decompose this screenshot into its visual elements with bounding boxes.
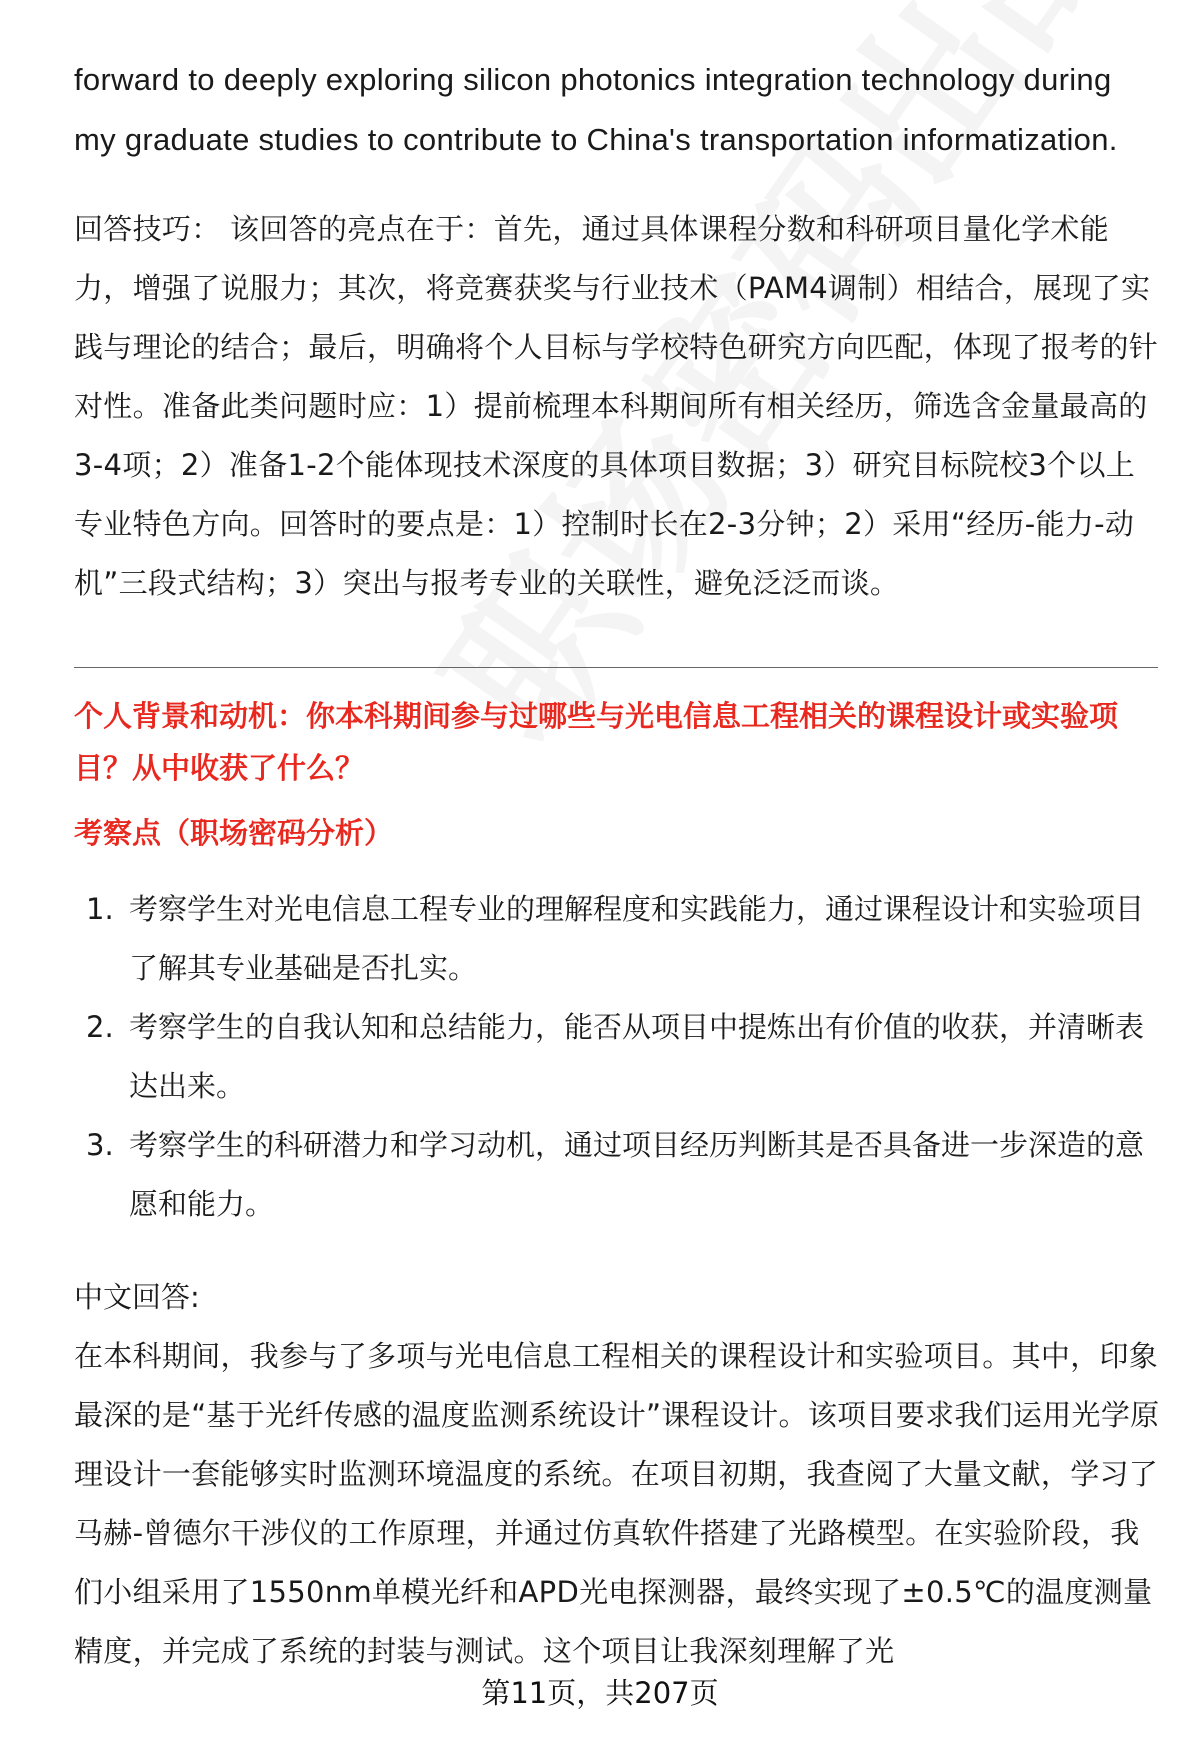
list-item — [74, 880, 1164, 998]
list-item-text: 考察学生的自我认知和总结能力，能否从项目中提炼出有价值的收获，并清晰表达出来。 — [129, 1010, 1145, 1103]
english-line-1: forward to deeply exploring silicon photonics integration technology during — [74, 62, 1112, 97]
focus-heading: 考察点（职场密码分析） — [74, 816, 394, 850]
page-number: 第11页，共207页 — [481, 1676, 719, 1710]
chinese-answer-paragraph: 在本科期间，我参与了多项与光电信息工程相关的课程设计和实验项目。其中，印象最深的是“基于光纤传感的温度监测系统设计”课程设计。该项目要求我们运用光学原理设计一套能够实时监测环境温度的系统。在项目初期，我查阅了大量文献，学习了马赫-曾德尔干涉仪的工作原理，并通过仿真软件搭建了光路模型。在实验阶段，我们小组采用了1550nm单模光纤和APD光电探测器，最终实现了±0.5℃的温度测量精度，并完成了系统的封装与测试。这个项目让我深刻理解了光 — [74, 1339, 1160, 1668]
focus-list — [74, 880, 1164, 1234]
list-item — [74, 998, 1164, 1116]
section-divider — [74, 667, 1158, 668]
list-item-text: 考察学生的科研潜力和学习动机，通过项目经历判断其是否具备进一步深造的意愿和能力。 — [129, 1128, 1145, 1221]
english-line-2: my graduate studies to contribute to China's transportation informatization. — [74, 122, 1118, 157]
list-item-text: 考察学生对光电信息工程专业的理解程度和实践能力，通过课程设计和实验项目了解其专业基础是否扎实。 — [129, 892, 1145, 985]
list-number: 1. — [86, 892, 114, 926]
list-item — [74, 1116, 1164, 1234]
list-number: 2. — [86, 1010, 114, 1044]
list-number: 3. — [86, 1128, 114, 1162]
english-continuation — [74, 50, 1164, 170]
chinese-answer-label: 中文回答: — [74, 1280, 200, 1314]
question-heading: 个人背景和动机：你本科期间参与过哪些与光电信息工程相关的课程设计或实验项目？从中收获了什么？ — [74, 699, 1119, 785]
answer-tips-paragraph: 回答技巧： 该回答的亮点在于：首先，通过具体课程分数和科研项目量化学术能力，增强了说服力；其次，将竞赛获奖与行业技术（PAM4调制）相结合，展现了实践与理论的结合；最后，明确将个人目标与学校特色研究方向匹配，体现了报考的针对性。准备此类问题时应：1）提前梳理本科期间所有相关经历，筛选含金量最高的3-4项；2）准备1-2个能体现技术深度的具体项目数据；3）研究目标院校3个以上专业特色方向。回答时的要点是：1）控制时长在2-3分钟；2）采用“经历-能力-动机”三段式结构；3）突出与报考专业的关联性，避免泛泛而谈。 — [74, 212, 1159, 600]
